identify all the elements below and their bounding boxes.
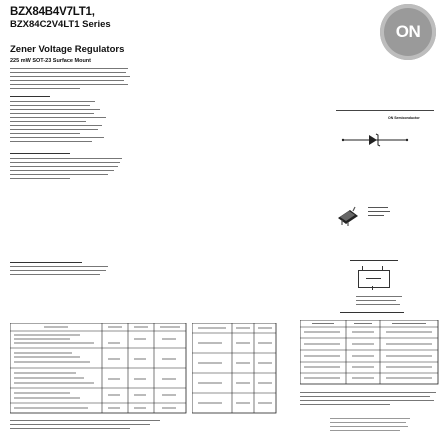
ordering-info-table bbox=[300, 320, 440, 386]
subtitle: 225 mW SOT-23 Surface Mount bbox=[10, 58, 91, 64]
marking-diagram-heading bbox=[350, 260, 398, 261]
part-number-title: BZX84B4V7LT1, bbox=[10, 6, 95, 18]
right-rule bbox=[336, 110, 434, 111]
series-title: BZX84C2V4LT1 Series bbox=[10, 19, 111, 30]
on-logo-icon: ON bbox=[380, 4, 436, 60]
max-ratings-heading bbox=[10, 262, 82, 263]
product-title: Zener Voltage Regulators bbox=[10, 44, 125, 55]
electrical-characteristics-table bbox=[192, 323, 278, 415]
max-ratings-table bbox=[10, 323, 190, 415]
marking-diagram-box bbox=[358, 270, 390, 288]
company-name: ON Semiconductor bbox=[388, 116, 420, 120]
zener-diode-symbol-icon bbox=[335, 130, 415, 150]
ordering-info-heading bbox=[340, 312, 404, 313]
sot23-package-icon bbox=[336, 206, 360, 226]
